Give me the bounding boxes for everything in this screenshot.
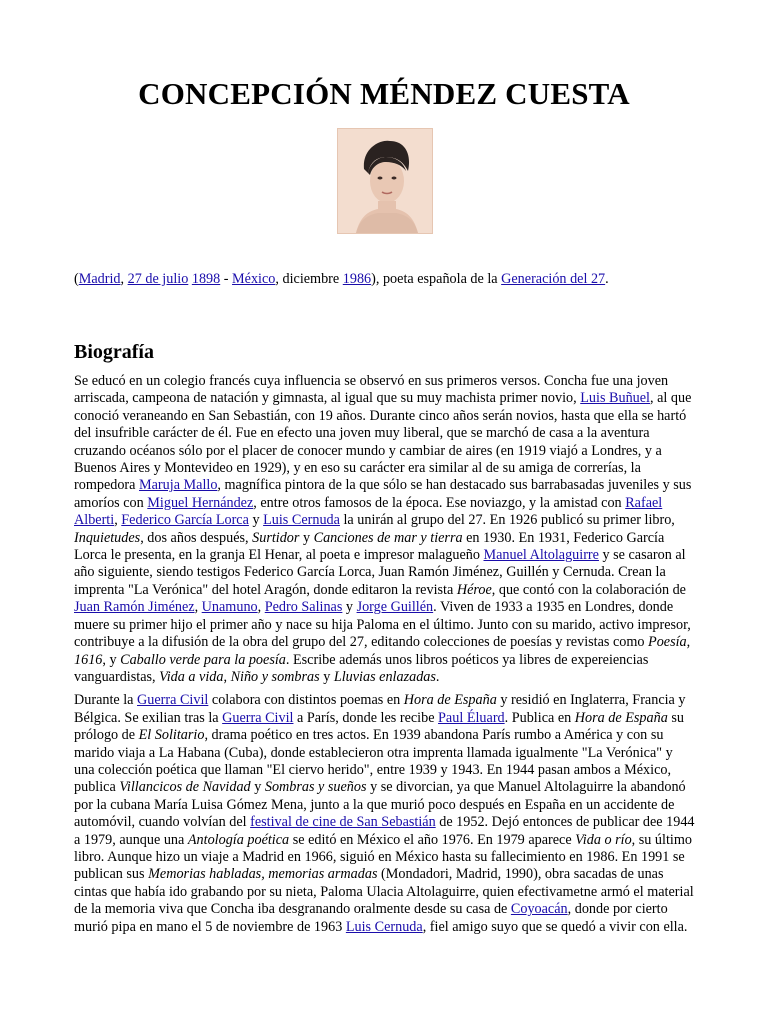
link-luis-bunuel[interactable]: Luis Buñuel (580, 390, 651, 407)
link-maruja-mallo[interactable]: Maruja Mallo (139, 477, 218, 494)
link-pedro-salinas[interactable]: Pedro Salinas (264, 599, 343, 616)
link-guerra-civil[interactable]: Guerra Civil (137, 692, 209, 709)
biography-paragraph-2: Durante la Guerra Civil colabora con distintos poemas en Hora de España y residió en Inglaterra, Francia y Bélgica. Se exilian tras la Guerra Civil a París, donde les recibe Paul Éluard. Publica en Hora de España su prólogo de El Solitario, drama poético en tres actos. En 1939 abandona París rumbo a América y con su marido viaja a La Habana (Cuba), donde establecieron otra imprenta llamada igualmente "La Verónica" y una colección poética que llaman "El ciervo herido", entre 1939 y 1943. En 1944 pasan ambos a México, publica Villancicos de Navidad y Sombras y sueños y se divorcian, ya que Manuel Altolaguirre la abandonó por la cubana María Luisa Gómez Mena, junto a la que murió poco después en España en un accidente de automóvil, cuando volvían del festival de cine de San Sebastián de 1952. Dejó entonces de publicar dee 1944 a 1979, aunque una Antología poética se editó en México el año 1976. En 1979 aparece Vida o río, su último libro. Aunque hizo un viaje a Madrid en 1966, siguió en México hasta su fallecimiento en 1986. En 1991 se publican sus Memorias habladas, memorias armadas (Mondadori, Madrid, 1990), obra sacadas de unas cintas que había ido grabando por su nieta, Paloma Ulacia Altolaguirre, quien efectivametne armó el material de la memoria viva que Concha iba desgranando oralmente desde su casa de Coyoacán, donde por cierto murió pipa en mano el 5 de noviembre de 1963 Luis Cernuda, fiel amigo suyo que se quedó a vivir con ella. (74, 692, 695, 935)
intro-line: (Madrid, 27 de julio 1898 - México, diciembre 1986), poeta española de la Generación del 27. (74, 271, 609, 287)
link-luis-cernuda[interactable]: Luis Cernuda (263, 512, 340, 529)
link-coyoacan[interactable]: Coyoacán (510, 901, 568, 918)
link-death-year[interactable]: 1986 (342, 271, 372, 287)
link-guerra-civil-2[interactable]: Guerra Civil (222, 709, 294, 726)
link-rafael-alberti[interactable]: Rafael Alberti (74, 494, 663, 529)
link-generacion-27[interactable]: Generación del 27 (501, 271, 606, 287)
link-mexico[interactable]: México (232, 271, 276, 287)
biography-paragraph-1: Se educó en un colegio francés cuya influencia se observó en sus primeros versos. Concha fue una joven arriscada, campeona de natación y gimnasta, al igual que su muy machista primer novio, Luis Buñuel, al que conoció veraneando en San Sebastián, con 19 años. Durante cinco años serán novios, hasta que ella se hartó del insufrible carácter de él. Fue en efecto una joven muy liberal, que se marchó de casa a la aventura cruzando océanos sólo por el placer de conocer mundo y cambiar de aires (en 1919 viajó a Londres, y a Buenos Aires y Montevideo en 1929), y en eso su carácter era similar al de su amiga de correrías, la rompedora Maruja Mallo, magnífica pintora de la que sólo se han destacado sus barrabasadas juveniles y sus amoríos con Miguel Hernández, entre otros famosos de la época. Ese noviazgo, y la amistad con Rafael Alberti, Federico García Lorca y Luis Cernuda la unirán al grupo del 27. En 1926 publicó su primer libro, Inquietudes, dos años después, Surtidor y Canciones de mar y tierra en 1930. En 1931, Federico García Lorca le presenta, en la granja El Henar, al poeta e impresor malagueño Manuel Altolaguirre y se casaron al año siguiente, siendo testigos Federico García Lorca, Juan Ramón Jiménez, Guillén y Cernuda. Crean la imprenta "La Verónica" del hotel Aragón, donde editaron la revista Héroe, que contó con la colaboración de Juan Ramón Jiménez, Unamuno, Pedro Salinas y Jorge Guillén. Viven de 1933 a 1935 en Londres, donde muere su primer hijo el primer año y nace su hija Paloma en el último. Junto con su marido, activo impresor, contribuye a la difusión de la obra del grupo del 27, editando colecciones de poesías y revistas como Poesía, 1616, y Caballo verde para la poesía. Escribe además unos libros poéticos ya libres de expereiencias vanguardistas, Vida a vida, Niño y sombras y Lluvias enlazadas. (74, 373, 692, 685)
link-jorge-guillen[interactable]: Jorge Guillén (356, 599, 434, 616)
link-juan-ramon-jimenez[interactable]: Juan Ramón Jiménez (74, 599, 195, 616)
link-madrid[interactable]: Madrid (78, 271, 121, 287)
portrait-image (337, 128, 433, 234)
link-festival-san-sebastian[interactable]: festival de cine de San Sebastián (250, 814, 436, 831)
link-paul-eluard[interactable]: Paul Éluard (438, 709, 505, 726)
section-heading-biografia: Biografía (74, 341, 154, 363)
link-garcia-lorca[interactable]: Federico García Lorca (121, 512, 249, 529)
page-title: CONCEPCIÓN MÉNDEZ CUESTA (138, 76, 630, 111)
link-birth-year[interactable]: 1898 (191, 271, 221, 287)
link-miguel-hernandez[interactable]: Miguel Hernández (147, 494, 254, 511)
link-luis-cernuda-2[interactable]: Luis Cernuda (345, 918, 423, 935)
link-manuel-altolaguirre[interactable]: Manuel Altolaguirre (483, 547, 599, 564)
biography-body (74, 373, 696, 942)
link-unamuno[interactable]: Unamuno (201, 599, 258, 616)
link-birth-date[interactable]: 27 de julio (127, 271, 189, 287)
